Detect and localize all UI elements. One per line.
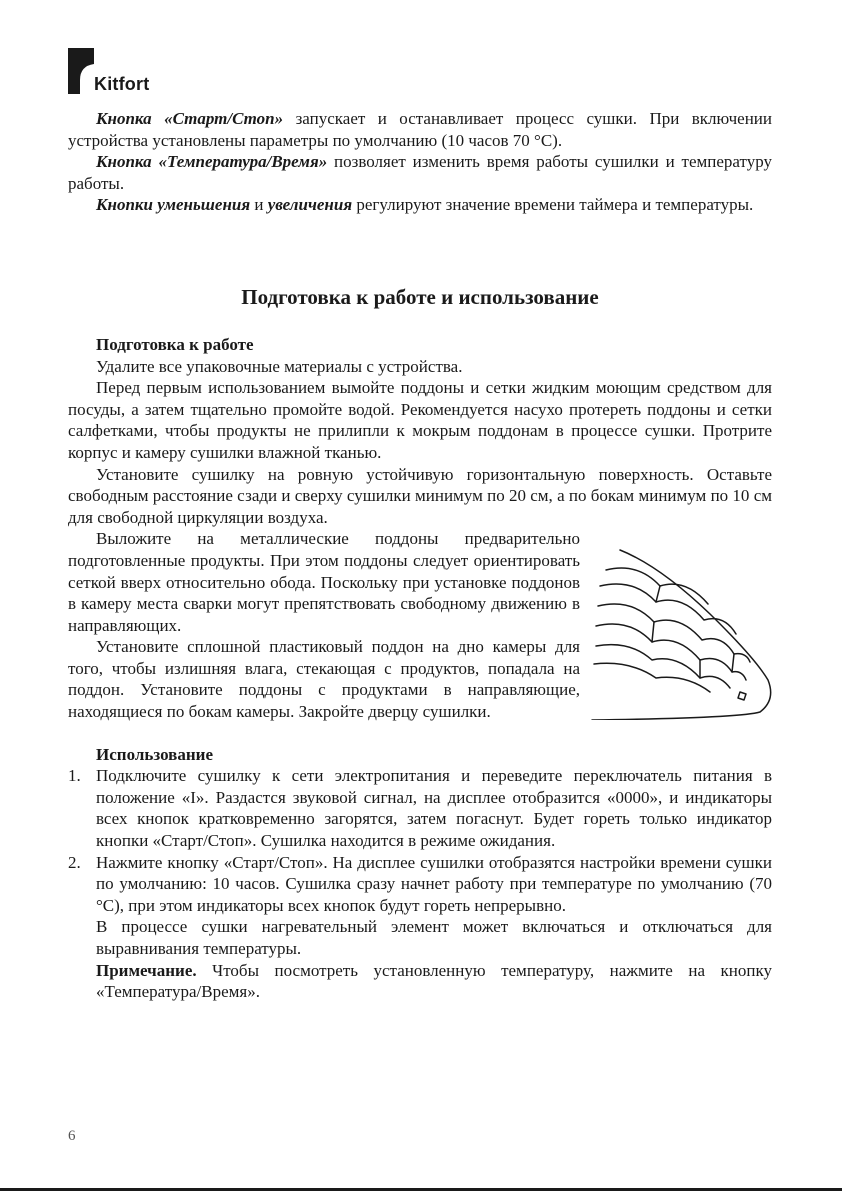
usage-steps-list — [68, 765, 772, 1003]
page-content — [68, 108, 772, 1003]
decrease-term: Кнопки уменьшения — [96, 195, 251, 215]
page-number: 6 — [68, 1128, 76, 1144]
step-number: 2. — [68, 852, 81, 872]
prep-wrap-block — [68, 528, 772, 722]
brand-logo — [68, 48, 188, 94]
prep-paragraph-3: Установите сушилку на ровную устойчивую горизонтальную поверхность. Оставьте свободным расстояние сзади и сверху сушилки минимум по 20 см, а по бокам минимум по 10 см для свободной циркуляции воздуха. — [68, 464, 772, 527]
plus-minus-desc: регулируют значение времени таймера и температуры. — [352, 195, 754, 215]
start-stop-desc: запускает и останавливает процесс сушки. При включении устройства установлены параметры по умолчанию (10 часов 70 °C). — [68, 109, 772, 150]
conjunction: и — [250, 195, 268, 215]
prep-paragraph-4: Выложите на металлические поддоны предварительно подготовленные продукты. При этом поддоны следует ориентировать сеткой вверх относительно обода. Поскольку при установке поддонов в камеру места сварки могут препятствовать свободному движению в направляющих. — [68, 529, 580, 635]
step-number: 1. — [68, 766, 81, 786]
usage-step — [68, 765, 772, 851]
brand-name: Kitfort — [94, 74, 150, 94]
step-text: Подключите сушилку к сети электропитания и переведите переключатель питания в положение «I». Раздастся звуковой сигнал, на дисплее отобразится «0000», и индикаторы всех кнопок кратковременно загорятся, затем погаснут. Будет гореть только индикатор кнопки «Старт/Стоп». Сушилка находится в режиме ожидания. — [96, 766, 772, 851]
usage-heading: Использование — [96, 744, 213, 764]
note-text: Чтобы посмотреть установленную температуру, нажмите на кнопку «Температура/Время». — [96, 960, 772, 1002]
prep-paragraph-2: Перед первым использованием вымойте поддоны и сетки жидким моющим средством для посуды, а затем тщательно промойте водой. Рекомендуется насухо протереть поддоны и сетки салфетками, чтобы продукты не прилипли к мокрым поддонам в процессе сушки. Протрите корпус и камеру сушилки влажной тканью. — [68, 378, 772, 462]
temp-time-term: Кнопка «Температура/Время» — [96, 152, 328, 172]
increase-term: увеличения — [267, 195, 353, 215]
intro-paragraph-temp-time — [68, 151, 772, 194]
prep-paragraph-1: Удалите все упаковочные материалы с устройства. — [96, 356, 463, 376]
step-note — [96, 960, 772, 1003]
step-extra-text: В процессе сушки нагревательный элемент может включаться и отключаться для выравнивания температуры. — [96, 917, 772, 958]
start-stop-term: Кнопка «Старт/Стоп» — [96, 109, 284, 128]
temp-time-desc: позволяет изменить время работы сушилки и температуру работы. — [68, 152, 772, 193]
prep-paragraph-5: Установите сплошной пластиковый поддон на дно камеры для того, чтобы излишняя влага, стекающая с продуктов, попадала на поддон. Установите поддоны с продуктами в направляющие, находящиеся по бокам камеры. Закройте дверцу сушилки. — [68, 637, 580, 722]
tray-in-chamber-illustration — [590, 542, 776, 720]
intro-paragraph-plus-minus — [68, 194, 772, 216]
usage-step — [68, 852, 772, 1003]
step-text: Нажмите кнопку «Старт/Стоп». На дисплее сушилки отобразятся настройки времени сушки по умолчанию: 10 часов. Сушилка сразу начнет работу при температуре по умолчанию (70 °C), при этом индикаторы всех кнопок будут гореть непрерывно. — [96, 852, 772, 915]
intro-paragraph-start-stop — [68, 108, 772, 151]
section-title: Подготовка к работе и использование — [241, 284, 599, 309]
prep-heading: Подготовка к работе — [96, 334, 254, 354]
kitfort-logo-icon — [68, 48, 94, 94]
note-label: Примечание. — [96, 960, 197, 980]
